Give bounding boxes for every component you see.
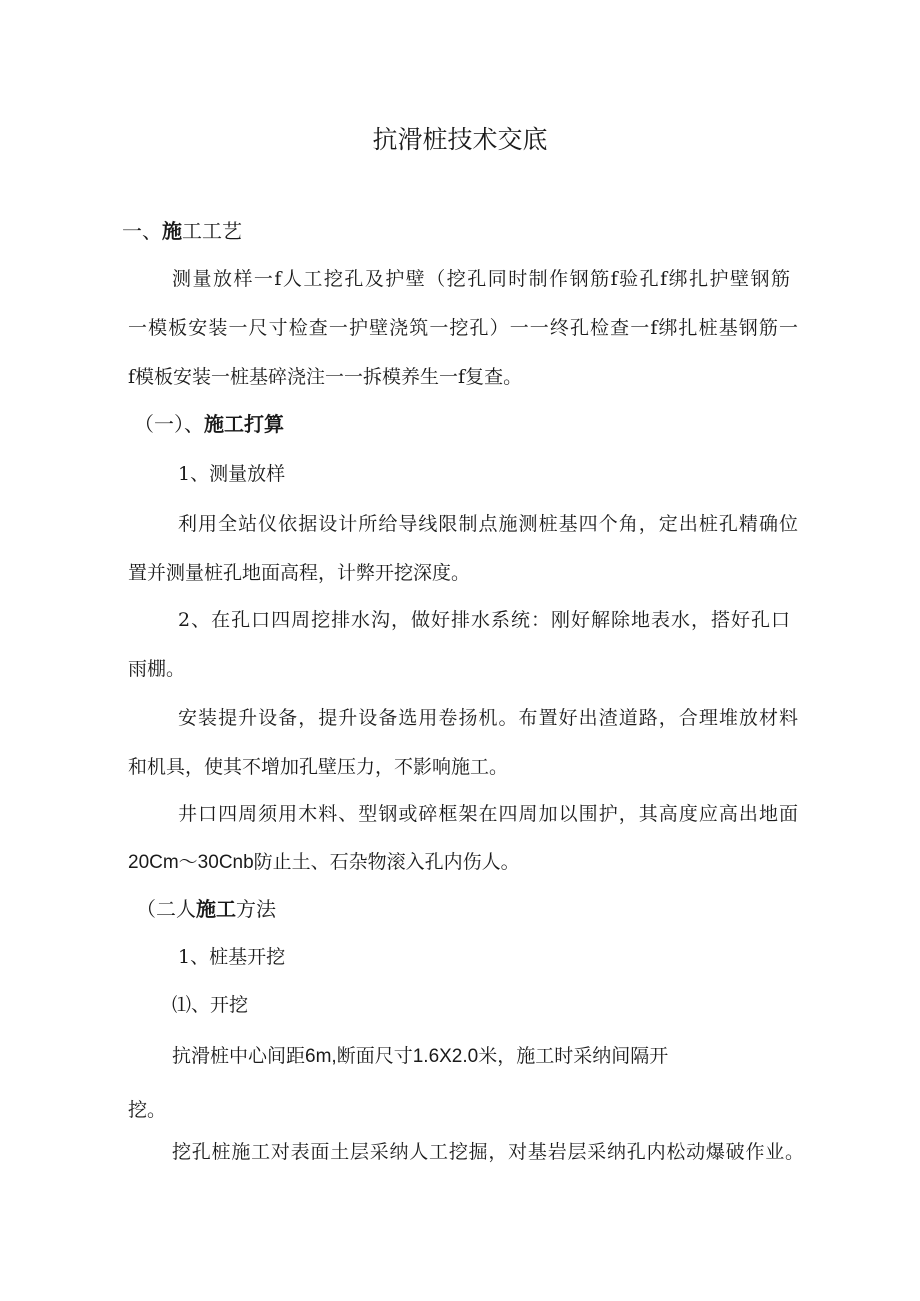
subsection-preparation	[134, 411, 284, 437]
section-bold: 施	[162, 219, 182, 243]
item-dig: ⑴、开挖	[172, 994, 249, 1016]
process-line-1: 测量放样一f人工挖孔及护壁（挖孔同时制作钢筋f验孔f绑扎护壁钢筋	[172, 268, 790, 290]
survey-line-2: 置并测量桩孔地面高程，计弊开挖深度。	[128, 562, 471, 584]
pile-a: 抗滑桩中心间距	[172, 1045, 306, 1067]
process-line-3: f模板安装一桩基碎浇注一一拆模养生一f复查。	[128, 366, 523, 388]
section-rest: 工工艺	[182, 219, 242, 243]
item-excavation: 1、桩基开挖	[178, 946, 286, 968]
subsection-method	[136, 896, 276, 922]
item-survey: 1、测量放样	[178, 463, 286, 485]
subsection-rest: 方法	[236, 897, 276, 921]
subsection-prefix: （一）、	[134, 412, 204, 436]
section-heading-process	[122, 218, 242, 244]
pile-tail: 挖。	[128, 1099, 167, 1121]
dig-line: 挖孔桩施工对表面土层采纳人工挖掘，对基岩层采纳孔内松动爆破作业。	[172, 1141, 804, 1163]
hoist-line-1: 安装提升设备，提升设备选用卷扬机。布置好出渣道路，合理堆放材料	[178, 707, 798, 729]
hoist-line-2: 和机具，使其不增加孔壁压力，不影响施工。	[128, 756, 509, 778]
drain-line-1: 2、在孔口四周挖排水沟，做好排水系统：刚好解除地表水，搭好孔口	[178, 609, 790, 631]
pile-size: 1.6X2.0	[412, 1046, 479, 1067]
pile-e: 米，施工时采纳间隔开	[478, 1045, 669, 1067]
drain-line-2: 雨棚。	[128, 658, 186, 680]
process-line-2: 一模板安装一尺寸检查一护壁浇筑一挖孔）一一终孔检查一f绑扎桩基钢筋一	[128, 317, 798, 339]
survey-line-1: 利用全站仪依据设计所给导线限制点施测桩基四个角，定出桩孔精确位	[178, 513, 798, 535]
pile-line	[172, 1043, 668, 1070]
subsection-prefix: （二人	[136, 897, 196, 921]
subsection-bold: 施工	[196, 897, 236, 921]
pile-spacing: 6m,	[305, 1046, 337, 1067]
document-title: 抗滑桩技术交底	[372, 125, 548, 154]
well-line-2	[128, 849, 520, 876]
well-line-2-rest: 防止土、石杂物滚入孔内伤人。	[253, 851, 520, 873]
height-range: 20Cm〜30Cnb	[128, 852, 254, 873]
well-line-1: 井口四周须用木料、型钢或碎框架在四周加以围护，其高度应高出地面	[178, 803, 798, 825]
subsection-bold: 施工打算	[204, 412, 284, 436]
pile-c: 断面尺寸	[336, 1045, 413, 1067]
section-prefix: 一、	[122, 219, 162, 243]
